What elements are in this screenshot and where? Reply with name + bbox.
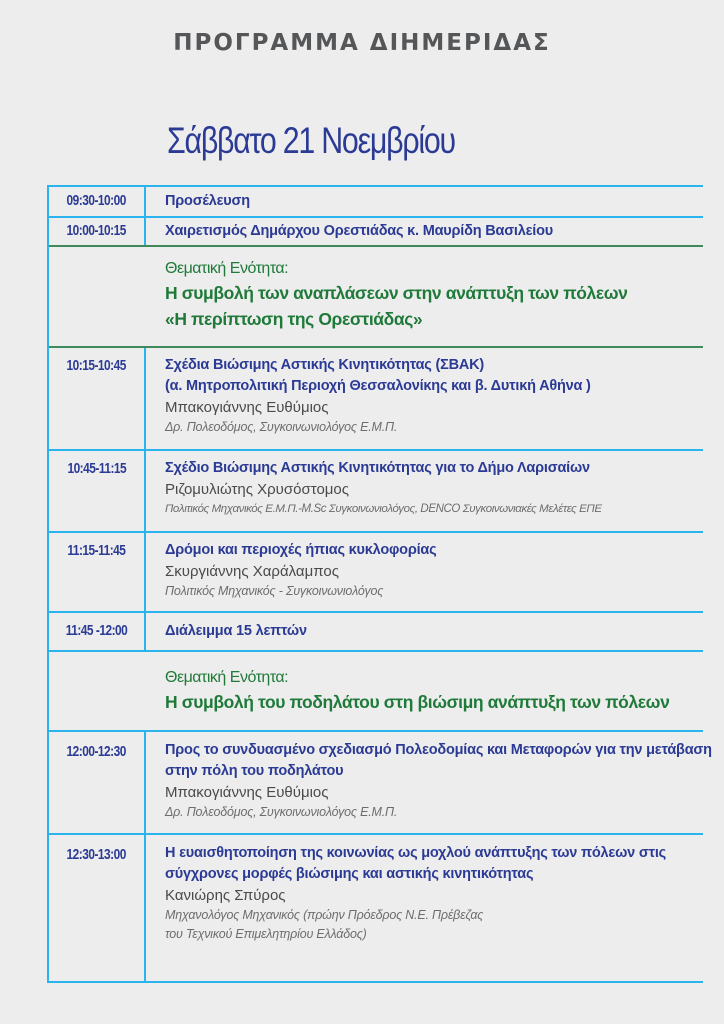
- speaker-name: Ριζομυλιώτης Χρυσόστομος: [165, 481, 349, 498]
- day-heading: Σάββατο 21 Νοεμβρίου: [167, 120, 455, 161]
- time-label: 10:45-11:15: [67, 461, 126, 477]
- speaker-affiliation: Δρ. Πολεοδόμος, Συγκοινωνιολόγος Ε.Μ.Π.: [165, 805, 398, 819]
- speaker-name: Κανιώρης Σπύρος: [165, 887, 286, 904]
- time-label: 11:15-11:45: [67, 543, 126, 559]
- schedule-row: [49, 611, 703, 650]
- speaker-affiliation: Πολιτικός Μηχανικός - Συγκοινωνιολόγος: [165, 584, 384, 598]
- theme-label: Θεματική Ενότητα:: [165, 669, 289, 686]
- time-label: 10:15-10:45: [66, 358, 127, 374]
- schedule-row: [49, 730, 712, 833]
- time-label: 11:45 -12:00: [65, 623, 128, 639]
- theme-row: [49, 650, 703, 730]
- content-cell: [146, 218, 703, 245]
- content-cell: [146, 613, 703, 650]
- speaker-affiliation: του Τεχνικού Επιμελητηρίου Ελλάδος): [165, 927, 367, 941]
- schedule-row: [49, 833, 703, 983]
- time-label: 12:30-13:00: [66, 847, 127, 863]
- page-title: ΠΡΟΓΡΑΜΜΑ ΔΙΗΜΕΡΙΔΑΣ: [173, 30, 551, 56]
- time-label: 09:30-10:00: [66, 193, 127, 209]
- theme-cell: [146, 652, 703, 730]
- session-title: Προσέλευση: [165, 193, 250, 209]
- talk-title-line: Προς το συνδυασμένο σχεδιασμό Πολεοδομίας και Μεταφορών για την μετάβαση: [165, 742, 712, 758]
- theme-row: [49, 245, 703, 346]
- speaker-affiliation: Δρ. Πολεοδόμος, Συγκοινωνιολόγος Ε.Μ.Π.: [165, 420, 398, 434]
- speaker-affiliation: Μηχανολόγος Μηχανικός (πρώην Πρόεδρος Ν.Ε. Πρέβεζας: [165, 908, 484, 922]
- time-cell: [49, 533, 146, 611]
- time-cell: [49, 732, 146, 833]
- time-cell: [49, 451, 146, 531]
- time-cell: [49, 835, 146, 981]
- schedule-row: [49, 185, 703, 216]
- time-cell: [49, 348, 146, 449]
- time-cell: [49, 218, 146, 245]
- schedule-row: [49, 449, 703, 531]
- session-title: Διάλειμμα 15 λεπτών: [165, 623, 307, 639]
- theme-title-line: Η συμβολή του ποδηλάτου στη βιώσιμη ανάπτυξη των πόλεων: [165, 692, 670, 712]
- talk-title-line: Δρόμοι και περιοχές ήπιας κυκλοφορίας: [165, 542, 437, 558]
- content-cell: [146, 451, 703, 531]
- talk-title-line: σύγχρονες μορφές βιώσιμης και αστικής κινητικότητας: [165, 866, 534, 882]
- content-cell: [146, 348, 703, 449]
- theme-title-line: «Η περίπτωση της Ορεστιάδας»: [165, 309, 423, 329]
- content-cell: [146, 835, 703, 981]
- content-cell: [146, 533, 703, 611]
- theme-cell: [146, 247, 703, 346]
- talk-title-line: στην πόλη του ποδηλάτου: [165, 763, 344, 779]
- talk-title-line: Η ευαισθητοποίηση της κοινωνίας ως μοχλού ανάπτυξης των πόλεων στις: [165, 845, 667, 861]
- time-cell: [49, 613, 146, 650]
- talk-title-line: Σχέδιο Βιώσιμης Αστικής Κινητικότητας για το Δήμο Λαρισαίων: [165, 460, 590, 476]
- content-cell: [146, 187, 703, 216]
- talk-title-line: (α. Μητροπολιτική Περιοχή Θεσσαλονίκης και β. Δυτική Αθήνα ): [165, 378, 591, 394]
- schedule-row: [49, 346, 703, 449]
- schedule-row: [49, 216, 703, 245]
- time-cell-empty: [49, 247, 146, 346]
- time-cell-empty: [49, 652, 146, 730]
- schedule-table: [47, 185, 712, 983]
- talk-title-line: Σχέδια Βιώσιμης Αστικής Κινητικότητας (ΣΒΑΚ): [165, 357, 485, 373]
- speaker-name: Σκυργιάννης Χαράλαμπος: [165, 563, 339, 580]
- time-label: 12:00-12:30: [66, 744, 127, 760]
- session-title: Χαιρετισμός Δημάρχου Ορεστιάδας κ. Μαυρίδη Βασιλείου: [165, 223, 554, 239]
- speaker-affiliation: Πολιτικός Μηχανικός Ε.Μ.Π.-M.Sc Συγκοινωνιολόγος, DENCO Συγκοινωνιακές Μελέτες ΕΠΕ: [165, 503, 602, 515]
- theme-title-line: Η συμβολή των αναπλάσεων στην ανάπτυξη των πόλεων: [165, 283, 628, 303]
- content-cell: [146, 732, 712, 833]
- speaker-name: Μπακογιάννης Ευθύμιος: [165, 399, 329, 416]
- time-cell: [49, 187, 146, 216]
- schedule-row: [49, 531, 703, 611]
- theme-label: Θεματική Ενότητα:: [165, 260, 289, 277]
- speaker-name: Μπακογιάννης Ευθύμιος: [165, 784, 329, 801]
- time-label: 10:00-10:15: [66, 223, 127, 239]
